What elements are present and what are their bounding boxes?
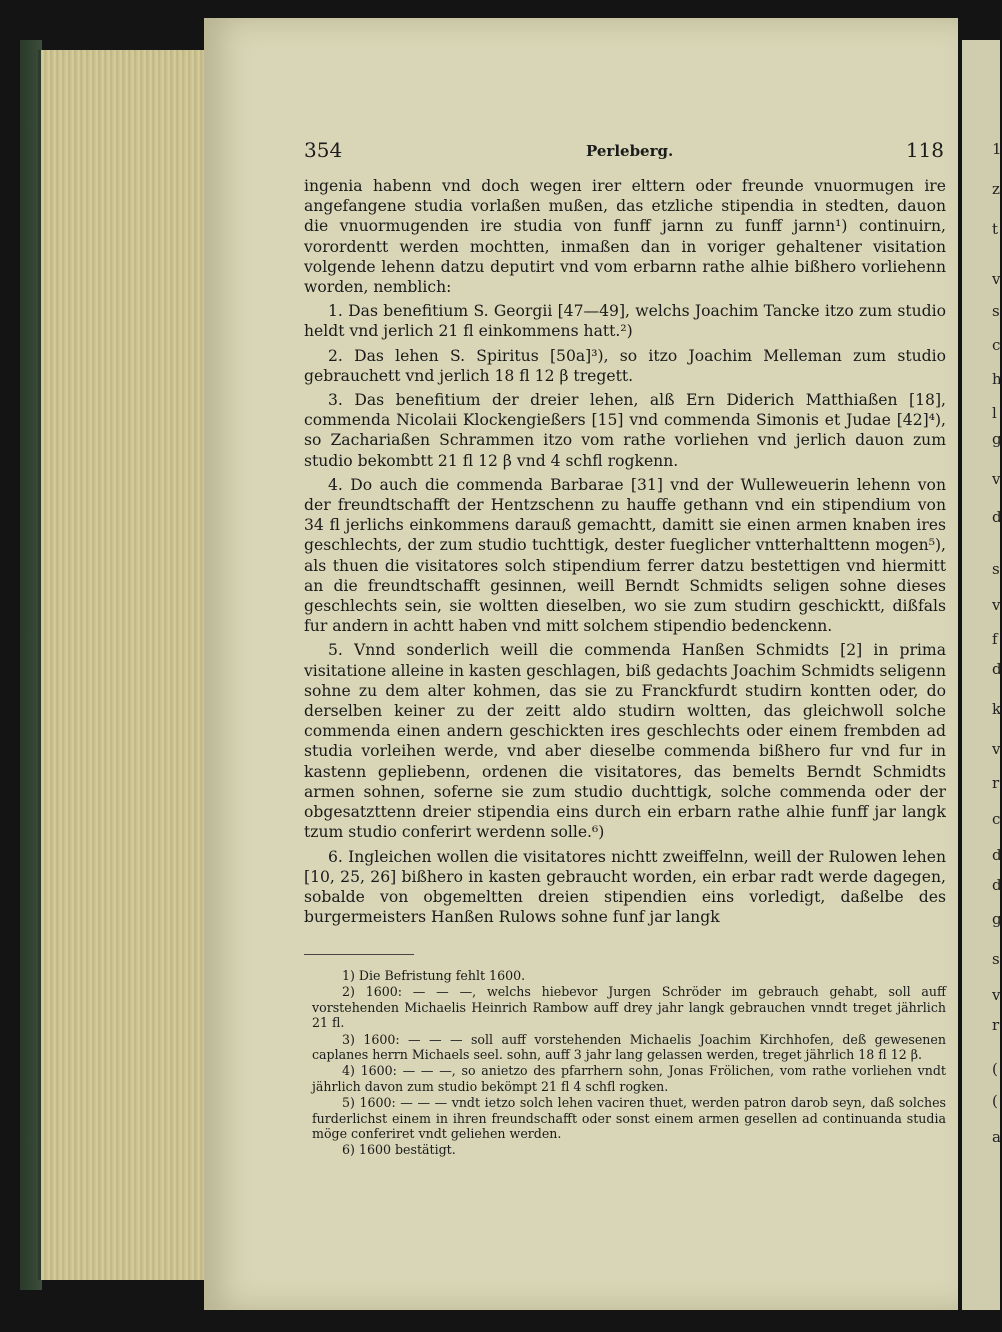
facing-page-letter: v [992, 986, 1001, 1004]
facing-page-letter: g [992, 910, 1002, 928]
facing-page-letter: a [992, 1128, 1001, 1146]
facing-page-letter: v [992, 270, 1001, 288]
facing-page-letter: v [992, 740, 1001, 758]
facing-page-letter: l [992, 404, 997, 422]
running-title: Perleberg. [586, 142, 674, 160]
facing-page-letter: g [992, 430, 1002, 448]
facing-page-letter: s [992, 560, 1000, 578]
paragraph-item-6: 6. Ingleichen wollen die visitatores nichtt zweiffelnn, weill der Rulowen lehen [10, 25, 26] bißhero in kasten gebraucht worden, ein erbar radt werde dagegen, sobalde von obgemeltten dreien stipendien eins vorledigt, daßelbe des burgermeisters Hanßen Rulows sohne funf jar langk [304, 847, 946, 927]
footnote-5: 5) 1600: — — — vndt ietzo solch lehen vaciren thuet, werden patron darob seyn, daß solches furderlichst einem in ihren freundschafft oder sonst einem armen gesellen ad continuanda studia möge conferiret vndt geliehen werden. [312, 1095, 946, 1142]
facing-page-letter: 1 [992, 140, 1002, 158]
facing-page-letter: r [992, 1016, 1000, 1034]
facing-page-letter: t [992, 220, 999, 238]
facing-page-letter: f [992, 630, 998, 648]
page-number: 354 [304, 138, 343, 162]
facing-page-letter: k [992, 700, 1002, 718]
facing-page-letter: ( [992, 1060, 998, 1078]
facing-page-letter: h [992, 370, 1002, 388]
paragraph-intro: ingenia habenn vnd doch wegen irer elttern oder freunde vnuormugen ire angefangene studia vorlaßen mußen, das etzliche stipendia in stedten, dauon die vnuormugenden ire studia von funff jarnn zu funff jarnn¹) continuirn, vorordentt werden mochtten, inmaßen dan in voriger gehaltener visitation volgende lehenn datzu deputirt vnd vom erbarnn rathe alhie bißhero vorliehenn worden, nemblich: [304, 177, 946, 297]
facing-page-letter: z [992, 180, 1000, 198]
facing-page-letter: d [992, 846, 1002, 864]
footnote-1: 1) Die Befristung fehlt 1600. [342, 968, 526, 983]
facing-page-letter: d [992, 876, 1002, 894]
facing-page-letter: c [992, 810, 1001, 828]
footnote-3: 3) 1600: — — — soll auff vorstehenden Michaelis Joachim Kirchhofen, deß gewesenen caplanes herrn Michaels seel. sohn, auff 3 jahr lang gelassen werden, treget jährlich 18 fl 12 β. [312, 1031, 946, 1063]
facing-page-letter: d [992, 508, 1002, 526]
paragraph-item-1: 1. Das benefitium S. Georgii [47—49], welchs Joachim Tancke itzo zum studio heldt vnd jerlich 21 fl einkommens hatt.²) [304, 302, 946, 341]
main-text [304, 176, 946, 931]
facing-page-letter: ( [992, 1092, 998, 1110]
section-number: 118 [905, 138, 944, 162]
facing-page-letter: d [992, 660, 1002, 678]
footnote-rule [304, 954, 414, 955]
facing-page-letter: s [992, 950, 1000, 968]
paragraph-item-4: 4. Do auch die commenda Barbarae [31] vnd der Wulleweuerin lehenn von der freundtschafft der Hentzschenn zu hauffe gethann vnd ein stipendium von 34 fl jerlichs einkommens darauß gemachtt, damitt sie einen armen knaben ires geschlechts, der zum studio tuchttigk, dester fueglicher vntterhalttenn mogen⁵), als thuen die visitatores solch stipendium ferrer datzu bestettigen vnd hiermitt an die freundtschafft gesinnen, weill Berndt Schmidts seligen sohne dieses geschlechts sein, sie woltten dieselben, wo sie zum studirn geschicktt, dißfals fur andern in achtt haben vnd mitt solchem stipendio bedenckenn. [304, 475, 946, 636]
page-block-edge [38, 50, 209, 1280]
paragraph-item-5: 5. Vnnd sonderlich weill die commenda Hanßen Schmidts [2] in prima visitatione alleine in kasten geschlagen, biß gedachts Joachim Schmidts seligenn sohne zu dem alter kohmen, das sie zu Franckfurdt studirn kontten oder, do derselben keiner zu der zeitt aldo studirn woltten, das gleichwoll solche commenda einen andern geschickten ires geschlechts oder einem frembden ad studia vorleihen werde, vnd aber dieselbe commenda bißhero fur vnd fur in kastenn gepliebenn, ordenen die visitatores, das bemelts Berndt Schmidts armen sohnen, soferne sie zum studio duchttigk, solche commenda oder der obgesatzttenn dreier stipendia eins durch ein erbarn rathe alhie funff jar langk tzum studio conferirt werdenn solle.⁶) [304, 641, 946, 842]
facing-page-letter: s [992, 302, 1000, 320]
paragraph-item-3: 3. Das benefitium der dreier lehen, alß Ern Diderich Matthiaßen [18], commenda Nicolaii Klockengießers [15] vnd commenda Simonis et Judae [42]⁴), so Zachariaßen Schrammen itzo vom rathe vorliehen vnd jerlich dauon zum studio bekombtt 21 fl 12 β vnd 4 schfl rogkenn. [304, 391, 946, 470]
footnote-4: 4) 1600: — — —, so anietzo des pfarrhern sohn, Jonas Frölichen, vom rathe vorliehen vndt jährlich davon zum studio bekömpt 21 fl 4 schfl rogken. [312, 1063, 946, 1094]
footnote-6: 6) 1600 bestätigt. [342, 1142, 456, 1158]
facing-page-letter: r [992, 774, 1000, 792]
paragraph-item-2: 2. Das lehen S. Spiritus [50a]³), so itzo Joachim Melleman zum studio gebrauchett vnd jerlich 18 fl 12 β tregett. [304, 346, 946, 385]
facing-page-letter: c [992, 336, 1001, 354]
facing-page-letter: v [992, 596, 1001, 614]
footnote-2: 2) 1600: — — —, welchs hiebevor Jurgen Schröder im gebrauch gehabt, soll auff vorstehenden Michaelis Heinrich Rambow auff drey jahr langk gebrauchen vnndt treget jährlich 21 fl. [312, 984, 946, 1031]
page-header [304, 138, 944, 168]
facing-page-letter: v [992, 470, 1001, 488]
footnotes [312, 968, 946, 1159]
facing-page-edge [962, 40, 1000, 1310]
